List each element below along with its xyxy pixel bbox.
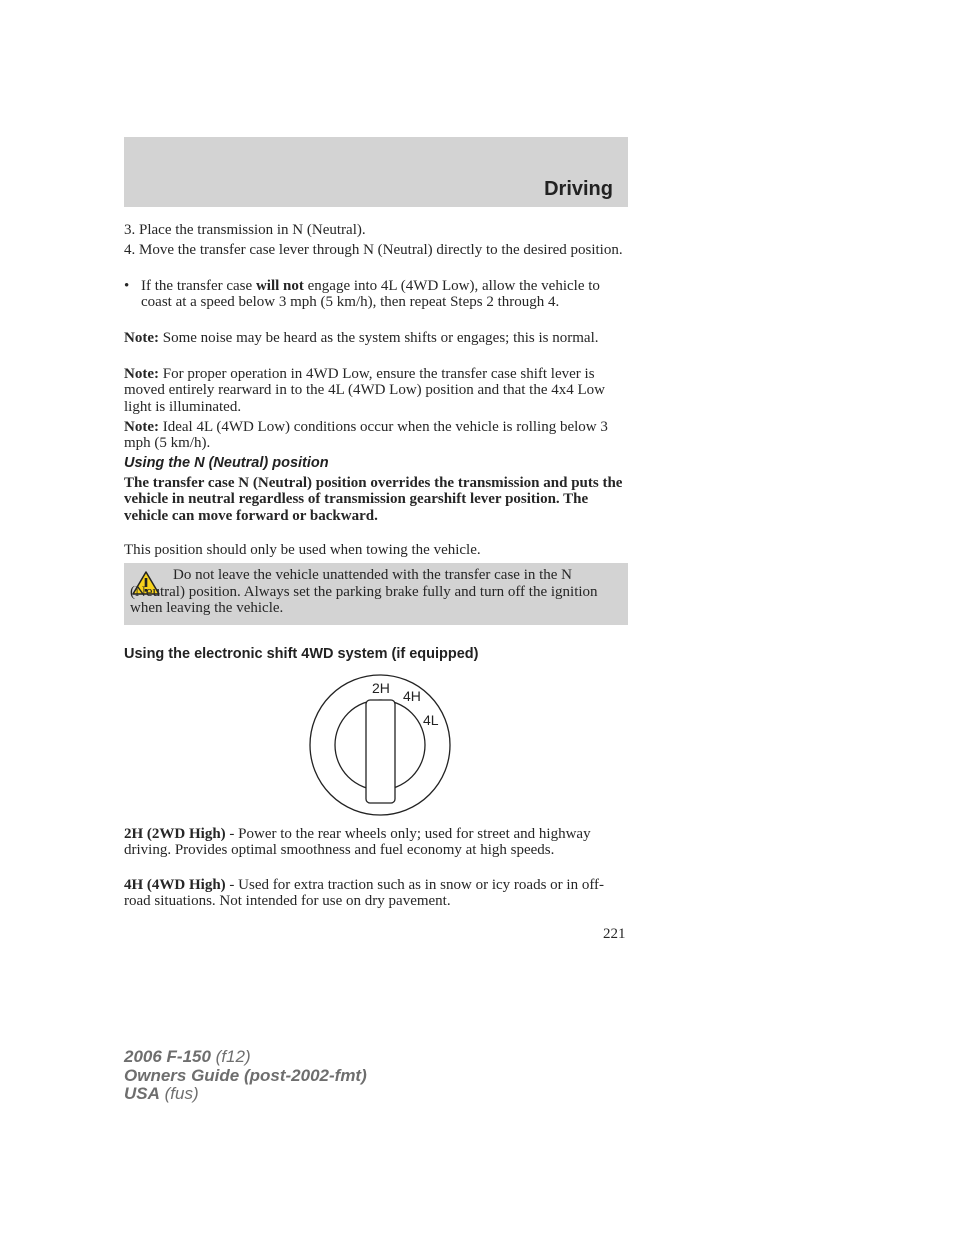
footer-model: 2006 F-150 [124, 1047, 211, 1066]
warning-box [124, 563, 628, 625]
note-2 [124, 366, 628, 415]
selector-label-4l: 4L [423, 712, 439, 728]
neutral-heading: Using the N (Neutral) position [124, 455, 329, 471]
note-3 [124, 419, 628, 452]
selector-knob-grip [366, 700, 395, 803]
footer-guide: Owners Guide (post-2002-fmt) [124, 1065, 367, 1085]
footer-market: USA [124, 1084, 160, 1103]
bullet-text [141, 278, 628, 311]
footer-line-2 [124, 1067, 367, 1086]
bullet-text-pre: If the transfer case [141, 278, 256, 294]
step-3: 3. Place the transmission in N (Neutral). [124, 222, 366, 238]
footer-line-1 [124, 1048, 367, 1067]
document-footer [124, 1048, 367, 1104]
note-text: Some noise may be heard as the system shifts or engages; this is normal. [158, 330, 599, 346]
note-text: For proper operation in 4WD Low, ensure the transfer case shift lever is moved entirely rearward in to the 4L (4WD Low) position and that the 4x4 Low light is illuminated. [124, 366, 605, 415]
neutral-paragraph: This position should only be used when towing the vehicle. [124, 542, 481, 558]
selector-label-4h: 4H [403, 688, 421, 704]
bullet-text-bold: will not [255, 278, 304, 294]
note-1 [124, 330, 628, 346]
neutral-bold-paragraph: The transfer case N (Neutral) position overrides the transmission and puts the vehicle in neutral regardless of transmission gearshift lever position. The vehicle can move forward or backward. [124, 475, 623, 524]
section-header-band [124, 137, 628, 207]
description-label: 4H (4WD High) [124, 877, 226, 893]
page-number: 221 [603, 926, 626, 942]
footer-market-code: (fus) [159, 1084, 199, 1103]
selector-label-2h: 2H [372, 680, 390, 696]
footer-model-code: (f12) [210, 1047, 251, 1066]
note-text: Ideal 4L (4WD Low) conditions occur when the vehicle is rolling below 3 mph (5 km/h). [124, 419, 608, 452]
electronic-shift-heading: Using the electronic shift 4WD system (if equipped) [124, 646, 479, 662]
description-text: - Power to the rear wheels only; used for street and highway driving. Provides optimal smoothness and fuel economy at high speeds. [124, 826, 591, 859]
step-4: 4. Move the transfer case lever through N (Neutral) directly to the desired position. [124, 242, 623, 258]
description-text: - Used for extra traction such as in snow or icy roads or in off-road situations. Not intended for use on dry pavement. [124, 877, 605, 910]
description-label: 2H (2WD High) [124, 826, 226, 842]
4wd-selector-knob-diagram [305, 672, 455, 817]
note-label: Note: [124, 330, 159, 346]
warning-text: Do not leave the vehicle unattended with the transfer case in the N (Neutral) position. Always set the parking brake fully and turn off the ignition when leaving the vehicle. [130, 567, 598, 617]
footer-line-3 [124, 1085, 367, 1104]
section-title: Driving [544, 178, 613, 200]
bullet-text-post: engage into 4L (4WD Low), allow the vehicle to coast at a speed below 3 mph (5 km/h), then repeat Steps 2 through 4. [141, 278, 600, 311]
note-label: Note: [124, 419, 159, 435]
bullet-symbol: • [124, 278, 130, 294]
description-4h [124, 877, 628, 910]
note-label: Note: [124, 366, 159, 382]
description-2h [124, 826, 628, 859]
bullet-item [124, 278, 628, 311]
